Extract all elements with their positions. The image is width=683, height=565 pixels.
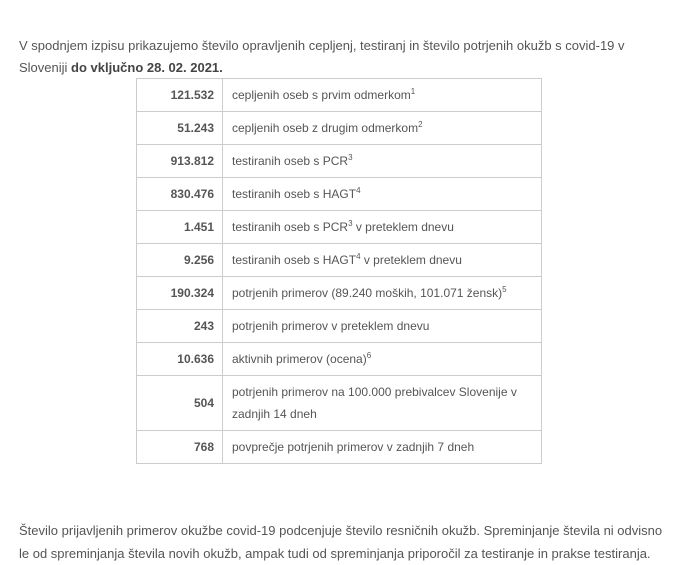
table-row — [137, 211, 542, 244]
row-value: 121.532 — [137, 79, 223, 112]
intro-date: do vključno 28. 02. 2021. — [71, 60, 223, 75]
row-label — [223, 343, 542, 376]
intro-text: V spodnjem izpisu prikazujemo število opravljenih cepljenj, testiranj in število potrjenih okužb s covid-19 v Sloveniji — [19, 38, 625, 75]
table-row — [137, 431, 542, 464]
footnote-marker: 4 — [356, 252, 361, 261]
table-row — [137, 112, 542, 145]
row-label — [223, 79, 542, 112]
row-label — [223, 277, 542, 310]
row-value: 913.812 — [137, 145, 223, 178]
row-label — [223, 145, 542, 178]
intro-paragraph — [19, 35, 669, 79]
footnote-marker: 3 — [348, 219, 353, 228]
row-label — [223, 310, 542, 343]
row-label — [223, 244, 542, 277]
disclaimer-paragraph: Število prijavljenih primerov okužbe covid-19 podcenjuje število resničnih okužb. Spreminjanje števila ni odvisno le od spreminjanja števila novih okužb, ampak tudi od spreminjanja priporočil za testiranje in prakse testiranja. — [19, 523, 663, 561]
table-row — [137, 376, 542, 431]
table-row — [137, 343, 542, 376]
footnote-marker: 6 — [366, 351, 372, 360]
row-label-suffix: v preteklem dnevu — [352, 220, 454, 234]
row-label-text: povprečje potrjenih primerov v zadnjih 7 dneh — [232, 440, 475, 454]
row-label-text: testiranih oseb s HAGT — [232, 253, 357, 267]
row-value: 190.324 — [137, 277, 223, 310]
row-label-text: aktivnih primerov (ocena) — [232, 352, 367, 366]
row-label-text: testiranih oseb s HAGT — [232, 187, 357, 201]
footnote-marker: 5 — [502, 285, 507, 294]
table-row — [137, 310, 542, 343]
row-label-text: cepljenih oseb z drugim odmerkom — [232, 121, 419, 135]
statistics-table — [136, 78, 542, 464]
row-label-text: potrjenih primerov v preteklem dnevu — [232, 319, 430, 333]
row-label — [223, 178, 542, 211]
table-row — [137, 79, 542, 112]
row-value: 830.476 — [137, 178, 223, 211]
row-value: 243 — [137, 310, 223, 343]
table-row — [137, 145, 542, 178]
row-value: 51.243 — [137, 112, 223, 145]
row-label — [223, 211, 542, 244]
row-label-text: testiranih oseb s PCR — [232, 154, 349, 168]
row-label-text: potrjenih primerov (89.240 moških, 101.071 žensk) — [232, 286, 503, 300]
footnote-marker: 1 — [410, 87, 416, 96]
table-row — [137, 244, 542, 277]
footnote-marker: 3 — [348, 153, 353, 162]
row-value: 9.256 — [137, 244, 223, 277]
footnote-marker: 2 — [418, 120, 423, 129]
row-label — [223, 112, 542, 145]
row-value: 1.451 — [137, 211, 223, 244]
row-label-text: testiranih oseb s PCR — [232, 220, 349, 234]
row-label-text: potrjenih primerov na 100.000 prebivalcev Slovenije v zadnjih 14 dneh — [232, 385, 517, 421]
table-row — [137, 178, 542, 211]
row-label-text: cepljenih oseb s prvim odmerkom — [232, 88, 411, 102]
row-label — [223, 431, 542, 464]
row-value: 10.636 — [137, 343, 223, 376]
table-row — [137, 277, 542, 310]
footnote-marker: 4 — [356, 186, 361, 195]
row-value: 768 — [137, 431, 223, 464]
row-value: 504 — [137, 376, 223, 431]
row-label — [223, 376, 542, 431]
row-label-suffix: v preteklem dnevu — [360, 253, 462, 267]
